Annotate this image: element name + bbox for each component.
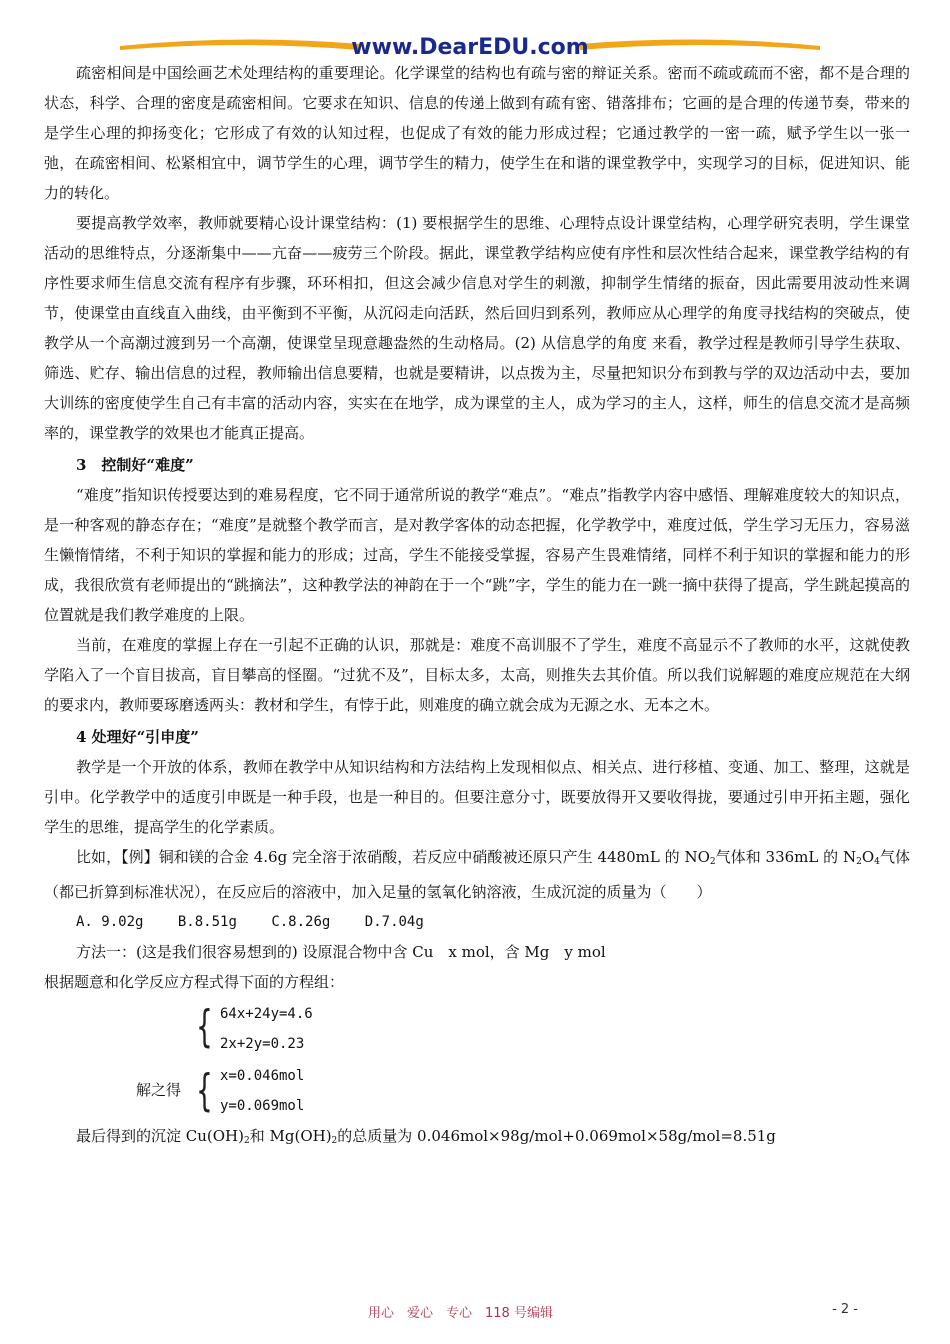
paragraph-difficulty-definition: “难度”指知识传授要达到的难易程度，它不同于通常所说的教学“难点”。“难点”指教学内容中感悟、理解难度较大的知识点，是一种客观的静态存在；“难度”是就整个教学而言，是对教学客体的动态把握，化学教学中，难度过低，学生学习无压力，容易滋生懒惰情绪，不利于知识的掌握和能力的形成；过高，学生不能接受掌握，容易产生畏难情绪，同样不利于知识的掌握和能力的形成，我很欣赏有老师提出的“跳摘法”，这种教学法的神韵在于一个“跳”字，学生的能力在一跳一摘中获得了提高，学生跳起摸高的位置就是我们教学难度的上限。 bbox=[44, 486, 910, 624]
equation-1: 64x+24y=4.6 bbox=[220, 1006, 313, 1022]
answer-options bbox=[44, 907, 910, 937]
section-heading-difficulty: 3 控制好“难度” bbox=[76, 456, 194, 474]
solution-y: y=0.069mol bbox=[220, 1098, 305, 1114]
option-d: D.7.04g bbox=[364, 914, 424, 930]
paragraph-density: 疏密相间是中国绘画艺术处理结构的重要理论。化学课堂的结构也有疏与密的辩证关系。密而不疏或疏而不密，都不是合理的状态，科学、合理的密度是疏密相间。它要求在知识、信息的传递上做到有疏有密、错落排布；它画的是合理的传递节奏，带来的是学生心理的抑扬变化；它形成了有效的认知过程，也促成了有效的能力形成过程；它通过教学的一密一疏，赋予学生以一张一弛，在疏密相间、松紧相宜中，调节学生的心理，调节学生的精力，使学生在和谐的课堂教学中，实现学习的目标，促进知识、能力的转化。 bbox=[44, 64, 910, 202]
paragraph-extension: 教学是一个开放的体系，教师在教学中从知识结构和方法结构上发现相似点、相关点、进行移植、变通、加工、整理，这就是引申。化学教学中的适度引申既是一种手段，也是一种目的。但要注意分寸，既要放得开又要收得拢，要通过引申开拓主题，强化学生的思维，提高学生的化学素质。 bbox=[44, 758, 910, 836]
section-heading-extension: 4 处理好“引申度” bbox=[76, 728, 199, 746]
paragraph-difficulty-current: 当前，在难度的掌握上存在一引起不正确的认识，那就是：难度不高训服不了学生，难度不高显示不了教师的水平，这就使教学陷入了一个盲目拔高，盲目攀高的怪圈。“过犹不及”，目标太多，太高，则推失去其价值。所以我们说解题的难度应规范在大纲的要求内，教师要琢磨透两头：教材和学生，有悖于此，则难度的确立就会成为无源之水、无本之木。 bbox=[44, 636, 910, 714]
example-sub-3: 4 bbox=[874, 857, 880, 867]
solve-label: 解之得 bbox=[136, 1081, 182, 1099]
equations-intro: 根据题意和化学反应方程式得下面的方程组： bbox=[44, 973, 345, 991]
header-swoosh-right bbox=[580, 39, 820, 50]
final-sub-1: 2 bbox=[244, 1136, 250, 1146]
header-swoosh-left bbox=[120, 39, 360, 50]
option-a: A. 9.02g bbox=[76, 914, 144, 930]
example-text-4: 气体（都已折算到标准状况），在反应后的溶液中，加入足量的氢氧化钠溶液，生成沉淀的质量为（ ） bbox=[44, 848, 910, 901]
page-footer bbox=[0, 1296, 950, 1326]
solution-x: x=0.046mol bbox=[220, 1068, 305, 1084]
equation-system bbox=[44, 997, 910, 1121]
paragraph-example bbox=[44, 842, 910, 907]
final-text-2: 和 Mg(OH) bbox=[249, 1127, 332, 1145]
final-text-1: 最后得到的沉淀 Cu(OH) bbox=[76, 1127, 244, 1145]
paragraph-structure: 要提高教学效率，教师就要精心设计课堂结构：(1) 要根据学生的思维、心理特点设计课堂结构，心理学研究表明，学生课堂活动的思维特点，分逐渐集中——亢奋——疲劳三个阶段。据此，课堂教学结构应使有序性和层次性结合起来，课堂教学结构的有序性要求师生信息交流有程序有步骤，环环相扣，但这会减少信息对学生的刺激，抑制学生情绪的振奋，因此需要用波动性来调节，使课堂由直线直入曲线，由平衡到不平衡，从沉闷走向活跃，然后回归到系列，教师应从心理学的角度寻找结构的突破点，使教学从一个高潮过渡到另一个高潮，使课堂呈现意趣盎然的生动格局。(2) 从信息学的角度 来看，教学过程是教师引导学生获取、筛选、贮存、输出信息的过程，教师输出信息要精，也就是要精讲，以点拨为主，尽量把知识分布到教与学的双边活动中去，要加大训练的密度使学生自己有丰富的活动内容，实实在在地学，成为课堂的主人，成为学习的主人，这样，师生的信息交流才是高频率的，课堂教学的效果也才能真正提高。 bbox=[44, 214, 910, 442]
document-body bbox=[44, 58, 910, 1156]
final-result bbox=[44, 1121, 910, 1156]
final-sub-2: 2 bbox=[331, 1136, 338, 1146]
brace-equations: { bbox=[196, 1001, 213, 1052]
method-one: 方法一：(这是我们很容易想到的) 设原混合物中含 Cu x mol，含 Mg y mol bbox=[76, 943, 606, 961]
brace-solutions: { bbox=[196, 1065, 213, 1116]
example-text-1: 比如，【例】铜和镁的合金 4.6g 完全溶于浓硝酸，若反应中硝酸被还原只产生 4480mL 的 NO bbox=[76, 848, 710, 866]
footer-slogan: 用心 爱心 专心 118 号编辑 bbox=[368, 1306, 553, 1321]
example-text-3: O bbox=[861, 848, 875, 866]
header-logo-text: www.DearEDU.com bbox=[351, 35, 589, 60]
option-c: C.8.26g bbox=[271, 914, 331, 930]
option-b: B.8.51g bbox=[177, 914, 237, 930]
final-text-3: 的总质量为 0.046mol×98g/mol+0.069mol×58g/mol=8.51g bbox=[337, 1127, 776, 1145]
example-text-2: 气体和 336mL 的 N bbox=[715, 848, 857, 866]
page-number: - 2 - bbox=[832, 1302, 858, 1317]
equation-2: 2x+2y=0.23 bbox=[220, 1036, 305, 1052]
example-sub-2: 2 bbox=[856, 857, 862, 867]
example-sub-1: 2 bbox=[709, 857, 716, 867]
